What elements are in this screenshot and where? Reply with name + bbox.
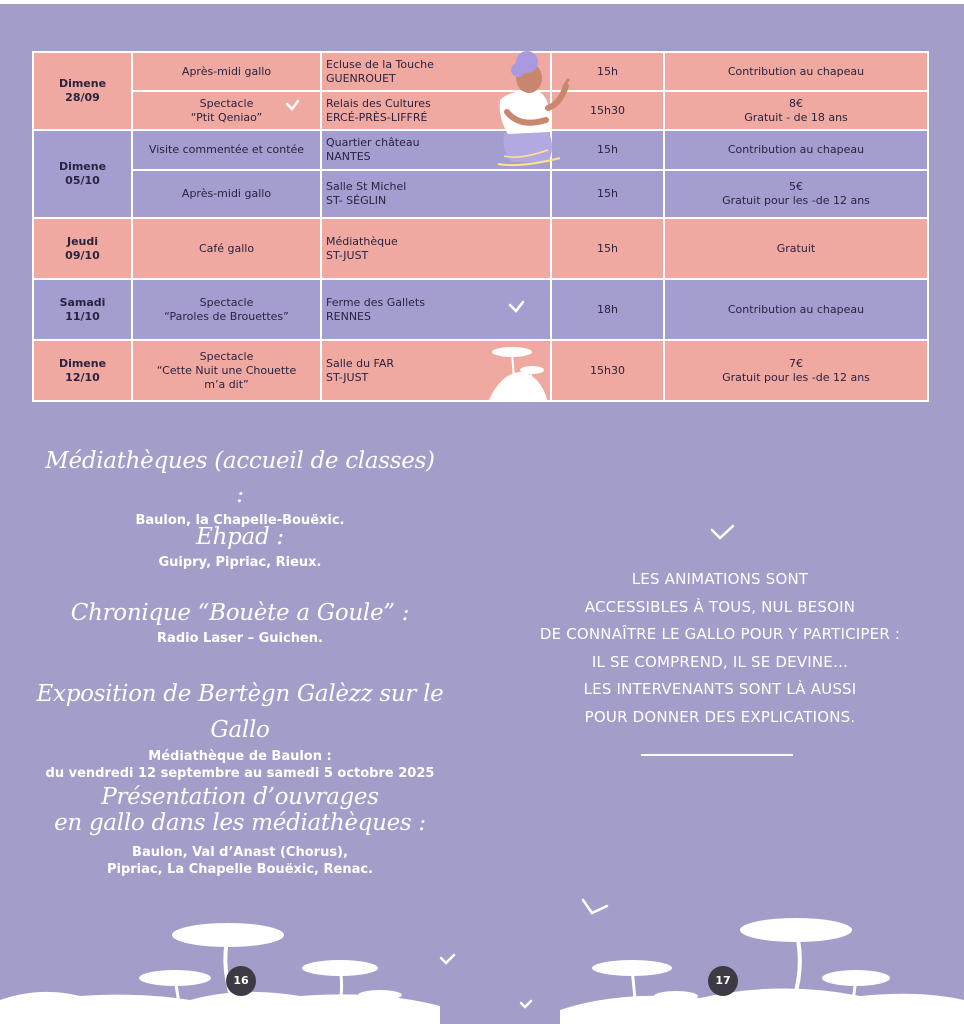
- section-presentation: [40, 784, 440, 878]
- price-note: Gratuit pour les -de 12 ans: [722, 370, 870, 384]
- woman-illustration: [498, 51, 568, 165]
- info-line: ACCESSIBLES À TOUS, NUL BESOIN: [584, 597, 856, 616]
- place-town: ST-JUST: [326, 370, 369, 384]
- price-note: Gratuit - de 18 ans: [744, 110, 848, 124]
- price-label: Contribution au chapeau: [727, 64, 865, 78]
- section-mediatheques: [40, 444, 440, 529]
- day-label: Samadi 11/10: [59, 295, 106, 323]
- section-ehpad: [40, 520, 440, 571]
- accessibility-info: [520, 566, 920, 731]
- place-name: Relais des Cultures: [326, 96, 431, 110]
- place-town: ST-JUST: [326, 248, 369, 262]
- info-line: IL SE COMPREND, IL SE DEVINE…: [591, 652, 849, 671]
- time-label: 18h: [597, 302, 618, 316]
- time-label: 15h: [597, 241, 618, 255]
- place-town: NANTES: [326, 150, 371, 163]
- place-name: Quartier château: [326, 136, 420, 149]
- price-label: Gratuit: [776, 241, 816, 255]
- price-amount: 7€: [789, 356, 803, 370]
- place-name: Ferme des Gallets: [326, 295, 425, 309]
- page-number-left: 16: [226, 966, 256, 996]
- time-label: 15h30: [590, 363, 625, 377]
- price-note: Gratuit pour les -de 12 ans: [722, 194, 870, 207]
- info-line: DE CONNAÎTRE LE GALLO POUR Y PARTICIPER :: [539, 625, 901, 643]
- place-town: GUENROUET: [326, 71, 396, 85]
- section-heading: en gallo dans les médiathèques :: [54, 810, 426, 836]
- place-name: Médiathèque: [326, 234, 398, 248]
- time-label: 15h: [597, 187, 618, 200]
- section-heading: Exposition de Bertègn Galèzz sur le Gallo: [36, 681, 444, 743]
- section-exposition: [30, 676, 450, 782]
- event-label: Visite commentée et contée: [148, 143, 305, 156]
- section-text: Baulon, Val d’Anast (Chorus),: [132, 845, 348, 860]
- section-heading: Chronique “Bouète a Goule” :: [70, 600, 410, 626]
- place-town: ERCÉ-PRÈS-LIFFRÉ: [326, 110, 428, 124]
- event-label: Spectacle “Paroles de Brouettes”: [164, 295, 289, 323]
- place-name: Ecluse de la Touche: [326, 57, 434, 71]
- time-label: 15h: [597, 143, 618, 156]
- event-label: Après-midi gallo: [181, 64, 272, 78]
- place-name: Salle St Michel: [326, 180, 407, 193]
- tree-illustration-table: [488, 347, 548, 402]
- day-label: Dimene 28/09: [58, 77, 107, 104]
- info-line: LES ANIMATIONS SONT: [631, 570, 809, 588]
- day-label: Jeudi 09/10: [65, 234, 100, 262]
- place-town: RENNES: [326, 309, 371, 323]
- info-line: POUR DONNER DES EXPLICATIONS.: [584, 707, 856, 726]
- price-label: Contribution au chapeau: [727, 302, 865, 316]
- price-amount: 5€: [789, 180, 803, 193]
- landscape-illustration: [0, 918, 964, 1024]
- page-number-right: 17: [708, 966, 738, 996]
- section-heading: Médiathèques (accueil de classes) :: [45, 448, 435, 508]
- section-text: Baulon, la Chapelle-Bouëxic.: [135, 513, 345, 528]
- price-amount: 8€: [789, 96, 803, 110]
- divider: [641, 754, 793, 756]
- section-text: du vendredi 12 septembre au samedi 5 octobre 2025: [45, 766, 435, 781]
- day-label: Dimene 12/10: [58, 356, 107, 384]
- time-label: 15h: [597, 64, 618, 78]
- event-label: Café gallo: [198, 241, 255, 255]
- day-label: Dimene 05/10: [58, 160, 107, 187]
- section-text: Guipry, Pipriac, Rieux.: [158, 555, 322, 570]
- section-text: Radio Laser – Guichen.: [157, 631, 323, 646]
- section-text: Médiathèque de Baulon :: [148, 749, 332, 764]
- event-label: Spectacle “Ptit Qeniao”: [190, 96, 263, 124]
- place-town: ST- SÉGLIN: [326, 194, 387, 207]
- section-chronique: [40, 596, 440, 647]
- place-name: Salle du FAR: [326, 356, 395, 370]
- section-heading: Ehpad :: [196, 524, 284, 550]
- event-label: Spectacle “Cette Nuit une Chouette m’a dit”: [156, 349, 297, 391]
- section-heading: Présentation d’ouvrages: [101, 784, 379, 810]
- price-label: Contribution au chapeau: [727, 143, 865, 156]
- time-label: 15h30: [590, 103, 625, 117]
- event-label: Après-midi gallo: [181, 187, 272, 200]
- section-text: Pipriac, La Chapelle Bouëxic, Renac.: [106, 862, 374, 877]
- info-line: LES INTERVENANTS SONT LÀ AUSSI: [583, 680, 857, 698]
